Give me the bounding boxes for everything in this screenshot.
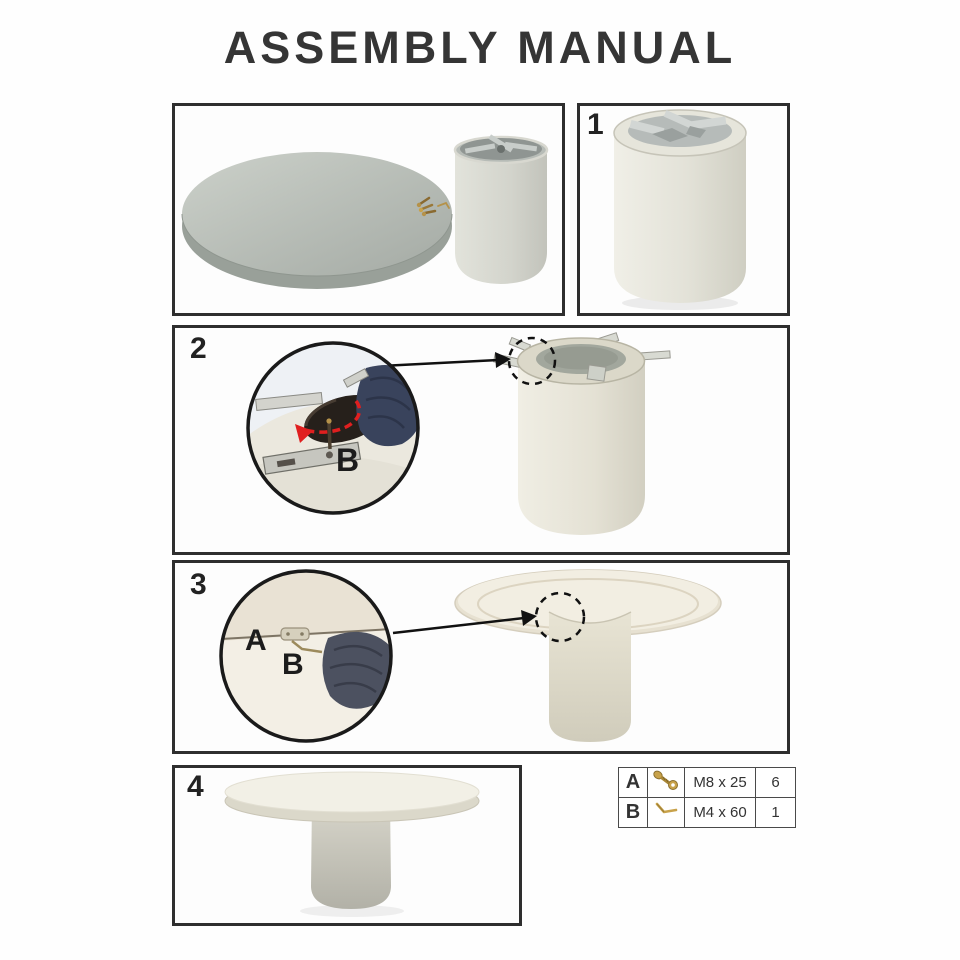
- hardware-id: B: [619, 798, 648, 828]
- step-4-number: 4: [187, 770, 204, 803]
- detail-circle-step3: [218, 570, 395, 745]
- step-2-number: 2: [190, 332, 207, 365]
- step-1-number: 1: [587, 108, 604, 141]
- hardware-size: M4 x 60: [685, 798, 756, 828]
- hardware-id: A: [619, 768, 648, 798]
- bracket-connector: [281, 628, 309, 640]
- zoom-arrow: [380, 352, 511, 368]
- hardware-qty: 6: [756, 768, 796, 798]
- bolt-and-washer-icon: [648, 768, 685, 798]
- hardware-row-b: [619, 798, 796, 828]
- glove: [322, 632, 395, 709]
- parts-illustration: [175, 106, 562, 313]
- step-3-illustration: [175, 563, 787, 751]
- detail-circle-step2: [247, 343, 422, 515]
- hardware-row-a: [619, 768, 796, 798]
- step-4-panel: [172, 765, 522, 926]
- tabletop-part: [182, 152, 452, 289]
- finished-table: [225, 772, 479, 909]
- leg-upside-down: [614, 110, 746, 303]
- step-3-callout-a: A: [245, 624, 267, 657]
- step-3-number: 3: [190, 568, 207, 601]
- hardware-size: M8 x 25: [685, 768, 756, 798]
- leg-with-brackets: [493, 333, 670, 535]
- assembled-table-underside: [455, 570, 721, 742]
- step-4-illustration: [175, 768, 519, 923]
- step-1-panel: [577, 103, 790, 316]
- step-2-illustration: [175, 328, 787, 552]
- step-3-callout-b: B: [282, 648, 304, 681]
- hardware-qty: 1: [756, 798, 796, 828]
- step-2-callout-b: B: [336, 442, 360, 478]
- parts-overview-panel: [172, 103, 565, 316]
- leg-part: [455, 134, 547, 284]
- step-2-panel: [172, 325, 790, 555]
- page-title: ASSEMBLY MANUAL: [223, 22, 737, 73]
- step-1-illustration: [580, 106, 787, 313]
- step-3-panel: [172, 560, 790, 754]
- allen-key-icon: [648, 798, 685, 828]
- hardware-table: [618, 767, 796, 828]
